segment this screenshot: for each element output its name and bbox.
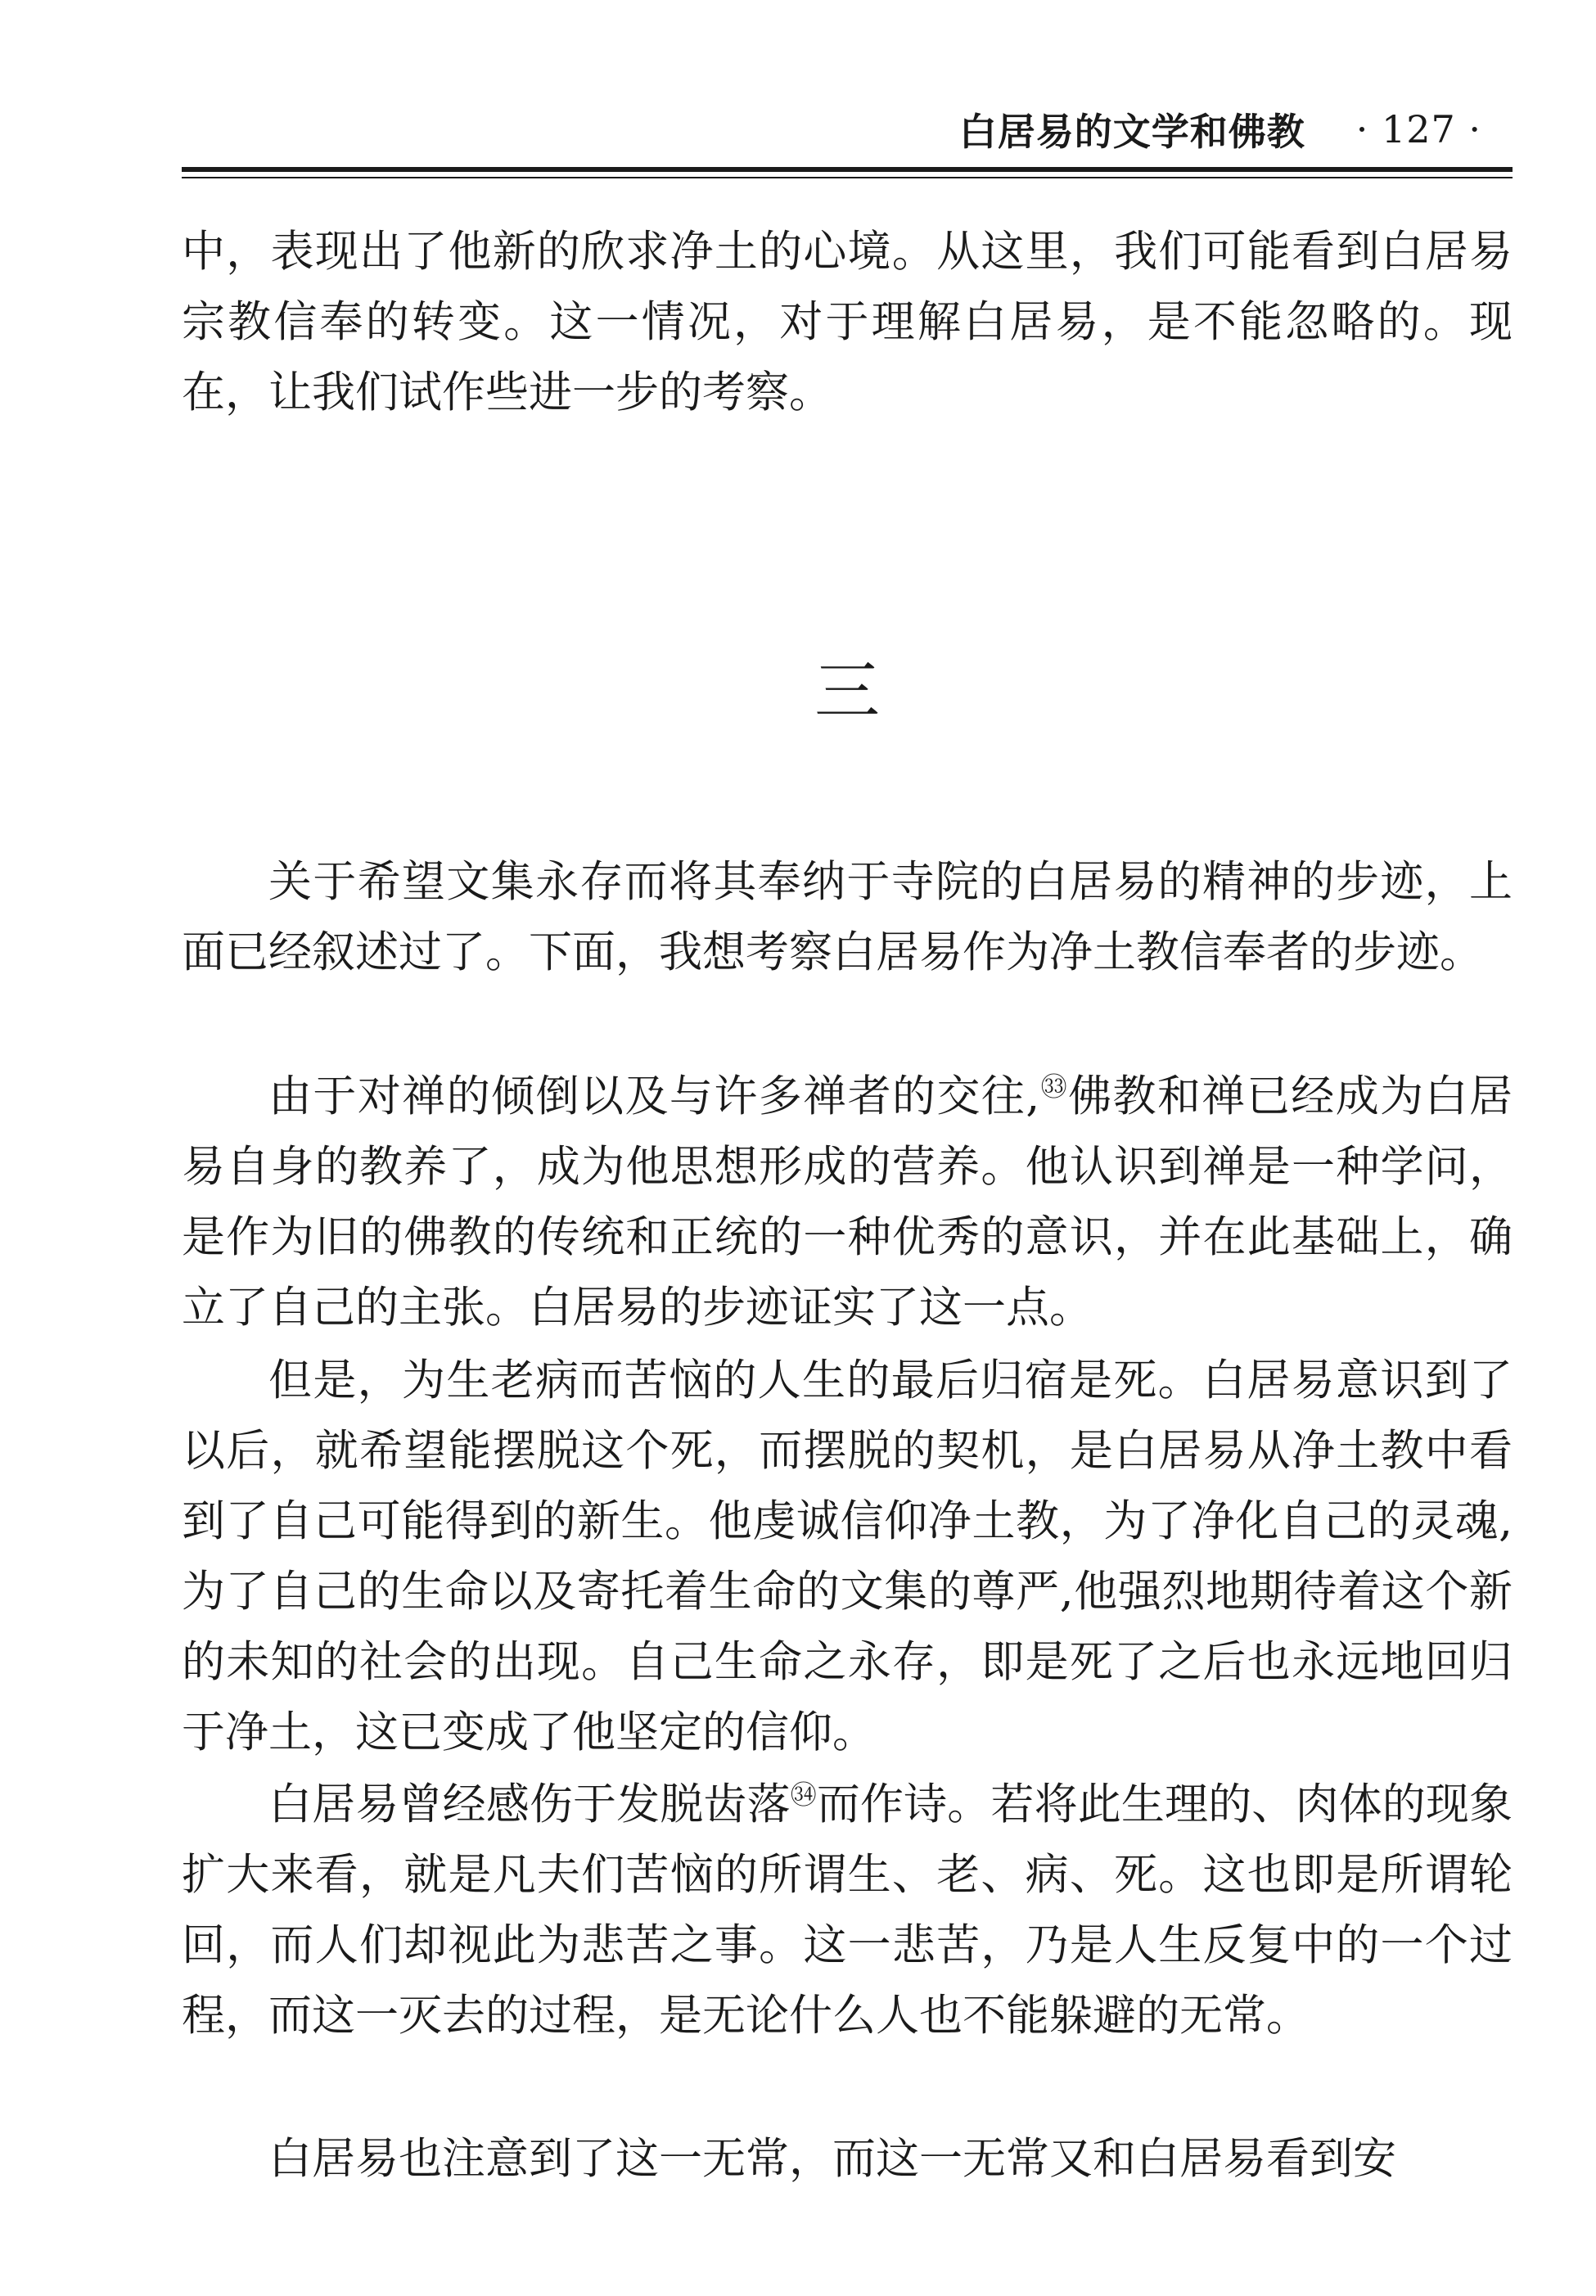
paragraph-continued: 中，表现出了他新的欣求净土的心境。从这里，我们可能看到白居易宗教信奉的转变。这一情况，对于理解白居易，是不能忽略的。现在，让我们试作些进一步的考察。 [182, 227, 1513, 417]
running-header [892, 105, 1481, 154]
paragraph: 白居易也注意到了这一无常，而这一无常又和白居易看到安 [268, 2134, 1396, 2184]
footnote-marker: ㉞ [790, 1779, 817, 1811]
paragraph-text: 由于对禅的倾倒以及与许多禅者的交往, [268, 1071, 1040, 1121]
paragraph-text: 而作诗。若将此生理的、肉体的现象扩大来看，就是凡夫们苦恼的所谓生、老、病、死。这也即是所谓轮回，而人们却视此为悲苦之事。这一悲苦，乃是人生反复中的一个过程，而这一灭去的过程，是无论什么人也不能躲避的无常。 [182, 1780, 1513, 2041]
header-rule-thick [182, 167, 1513, 172]
section-number: 三 [814, 653, 880, 729]
footnote-marker: ㉝ [1039, 1071, 1069, 1103]
paragraph-with-note [182, 1062, 1513, 1343]
page-number: · 127 · [1355, 107, 1481, 151]
header-rule-thin [182, 177, 1513, 178]
paragraph-with-note [182, 1770, 1513, 2051]
paragraph: 但是，为生老病而苦恼的人生的最后归宿是死。白居易意识到了以后，就希望能摆脱这个死，而摆脱的契机，是白居易从净土教中看到了自己可能得到的新生。他虔诚信仰净土教，为了净化自己的灵魂,为了自己的生命以及寄托着生命的文集的尊严,他强烈地期待着这个新的未知的社会的出现。自己生命之永存，即是死了之后也永远地回归于净土，这已变成了他坚定的信仰。 [182, 1355, 1513, 1757]
paragraph-text: 白居易曾经感伤于发脱齿落 [268, 1780, 791, 1829]
running-title: 白居易的文学和佛教 [958, 110, 1305, 154]
paragraph-text: 佛教和禅已经成为白居易自身的教养了，成为他思想形成的营养。他认识到禅是一种学问，是作为旧的佛教的传统和正统的一种优秀的意识，并在此基础上，确立了自己的主张。白居易的步迹证实了这一点。 [182, 1071, 1513, 1333]
paragraph: 关于希望文集永存而将其奉纳于寺院的白居易的精神的步迹，上面已经叙述过了。下面，我想考察白居易作为净土教信奉者的步迹。 [182, 857, 1513, 977]
